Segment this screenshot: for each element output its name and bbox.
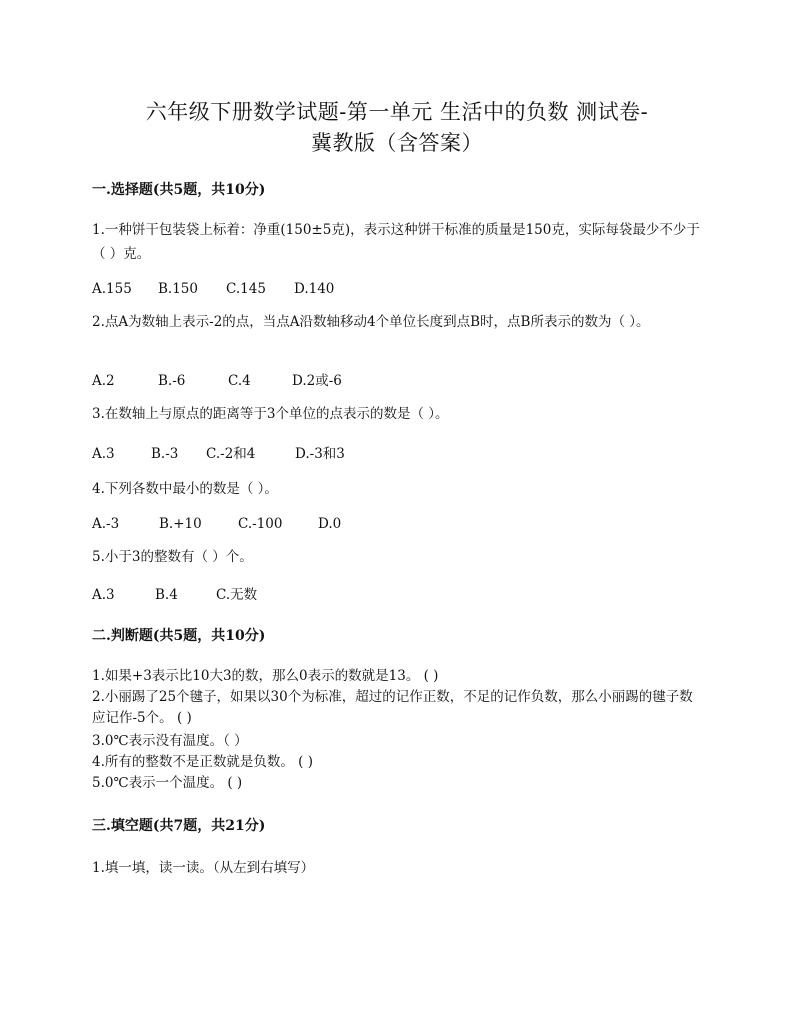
options-q1 [92, 279, 334, 299]
judgement-item-4: 4.所有的整数不是正数就是负数。 ( ) [92, 754, 313, 770]
section-heading-fill: 三.填空题(共7题，共21分) [92, 818, 266, 834]
question-1: 1.一种饼干包装袋上标着：净重(150±5克)，表示这种饼干标准的质量是150克，实际每袋最少不少于（ ）克。 [92, 222, 700, 262]
option-c: C.无数 [216, 587, 258, 603]
question-4: 4.下列各数中最小的数是（ ）。 [92, 481, 278, 497]
options-q2 [92, 371, 342, 391]
option-a: A.3 [92, 587, 115, 603]
option-d: D.140 [294, 281, 335, 297]
option-a: A.155 [92, 281, 132, 297]
option-d: D.0 [318, 516, 342, 532]
option-a: A.2 [92, 373, 115, 389]
option-c: C.145 [226, 281, 266, 297]
question-3: 3.在数轴上与原点的距离等于3个单位的点表示的数是（ ）。 [92, 406, 449, 422]
option-c: C.-2和4 [206, 446, 256, 462]
options-q3 [92, 444, 345, 464]
page-title-line2: 冀教版（含答案） [311, 131, 483, 155]
options-q4 [92, 514, 341, 534]
judgement-item-2: 2.小丽踢了25个毽子，如果以30个为标准，超过的记作正数，不足的记作负数，那么小丽踢的毽子数应记作-5个。 ( ) [92, 689, 693, 726]
option-c: C.4 [228, 373, 251, 389]
options-q5 [92, 585, 257, 605]
option-b: B.4 [155, 587, 178, 603]
option-b: B.150 [158, 281, 198, 297]
option-d: D.2或-6 [292, 373, 342, 389]
option-c: C.-100 [238, 516, 283, 532]
question-2: 2.点A为数轴上表示-2的点，当点A沿数轴移动4个单位长度到点B时，点B所表示的数为（ ）。 [92, 314, 650, 330]
option-d: D.-3和3 [295, 446, 345, 462]
option-b: B.-3 [151, 446, 179, 462]
option-b: B.+10 [159, 516, 202, 532]
judgement-item-3: 3.0℃表示没有温度。（ ） [92, 733, 248, 749]
question-5: 5.小于3的整数有（ ）个。 [92, 549, 253, 565]
judgement-item-5: 5.0℃表示一个温度。 ( ) [92, 775, 243, 791]
judgement-item-1: 1.如果+3表示比10大3的数，那么0表示的数就是13。 ( ) [92, 668, 439, 684]
option-b: B.-6 [158, 373, 186, 389]
section-heading-choice: 一.选择题(共5题，共10分) [92, 182, 266, 198]
fill-item-1: 1.填一填，读一读。（从左到右填写） [92, 860, 315, 876]
option-a: A.-3 [92, 516, 120, 532]
page-title-line1: 六年级下册数学试题-第一单元 生活中的负数 测试卷- [145, 100, 649, 124]
section-heading-judgement: 二.判断题(共5题，共10分) [92, 628, 266, 644]
option-a: A.3 [92, 446, 115, 462]
